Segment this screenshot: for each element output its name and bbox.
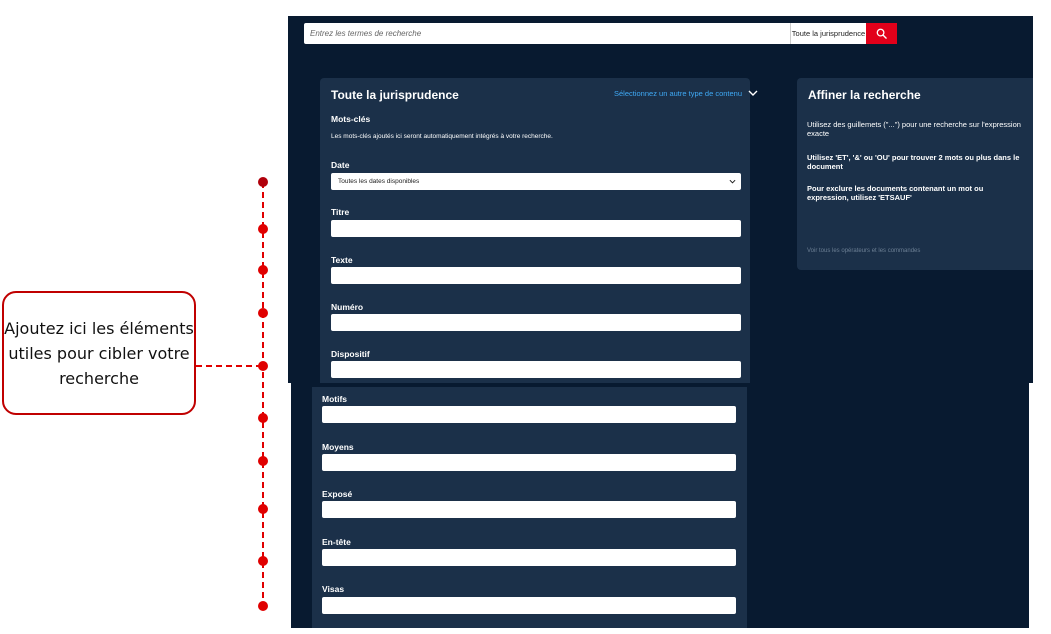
annotation-dot (258, 361, 268, 371)
annotation-dot (258, 308, 268, 318)
annotation-dot (258, 413, 268, 423)
field-label-numero: Numéro (331, 302, 364, 312)
search-button[interactable] (866, 23, 897, 44)
field-label-motifs: Motifs (322, 394, 348, 404)
operators-link[interactable]: Voir tous les opérateurs et les commandes (807, 248, 921, 254)
field-label-titre: Titre (331, 207, 350, 217)
annotation-dot (258, 224, 268, 234)
annotation-dot (258, 456, 268, 466)
date-label: Date (331, 160, 350, 170)
date-select[interactable] (331, 173, 741, 190)
field-label-dispositif: Dispositif (331, 349, 370, 359)
keywords-label: Mots-clés (331, 114, 371, 124)
annotation-dot (258, 265, 268, 275)
refine-tip-operators: Utilisez 'ET', '&' ou 'OU' pour trouver 2 mots ou plus dans le document (807, 153, 1020, 171)
search-input[interactable] (304, 23, 790, 44)
annotation-dot (258, 556, 268, 566)
titre-input[interactable] (331, 220, 741, 237)
motifs-input[interactable] (322, 406, 736, 423)
annotation-horizontal-dashed-line (196, 365, 262, 367)
texte-input[interactable] (331, 267, 741, 284)
chevron-down-icon (729, 179, 736, 184)
search-scope-label: Toute la jurisprudence (791, 29, 866, 38)
refine-title: Affiner la recherche (808, 88, 921, 102)
numero-input[interactable] (331, 314, 741, 331)
refine-tip-exclude: Pour exclure les documents contenant un mot ou expression, utilisez 'ETSAUF' (807, 184, 984, 202)
date-select-value: Toutes les dates disponibles (338, 178, 420, 185)
dispositif-input[interactable] (331, 361, 741, 378)
refine-search-card (797, 78, 1033, 270)
other-content-type-toggle[interactable] (614, 89, 758, 98)
en-tete-input[interactable] (322, 549, 736, 566)
annotation-dot (258, 504, 268, 514)
search-scope-select[interactable] (790, 23, 866, 44)
card-title: Toute la jurisprudence (331, 88, 459, 102)
field-label-expose: Exposé (322, 489, 353, 499)
field-label-moyens: Moyens (322, 442, 354, 452)
field-label-texte: Texte (331, 255, 353, 265)
moyens-input[interactable] (322, 454, 736, 471)
chevron-down-icon (748, 90, 758, 97)
annotation-dot (258, 177, 268, 187)
refine-tip-quotes: Utilisez des guillemets ("...") pour une recherche sur l'expression exacte (807, 120, 1021, 138)
field-label-visas: Visas (322, 584, 345, 594)
annotation-vertical-dashed-line (262, 182, 264, 608)
expose-input[interactable] (322, 501, 736, 518)
annotation-dot (258, 601, 268, 611)
annotation-text: Ajoutez ici les éléments utiles pour cibler votre recherche (4, 318, 194, 388)
keywords-help-text: Les mots-clés ajoutés ici seront automatiquement intégrés à votre recherche. (331, 133, 553, 140)
search-icon (876, 28, 887, 39)
visas-input[interactable] (322, 597, 736, 614)
other-content-type-link: Sélectionnez un autre type de contenu (614, 89, 743, 98)
annotation-callout (2, 291, 196, 415)
field-label-en-tete: En-tête (322, 537, 351, 547)
